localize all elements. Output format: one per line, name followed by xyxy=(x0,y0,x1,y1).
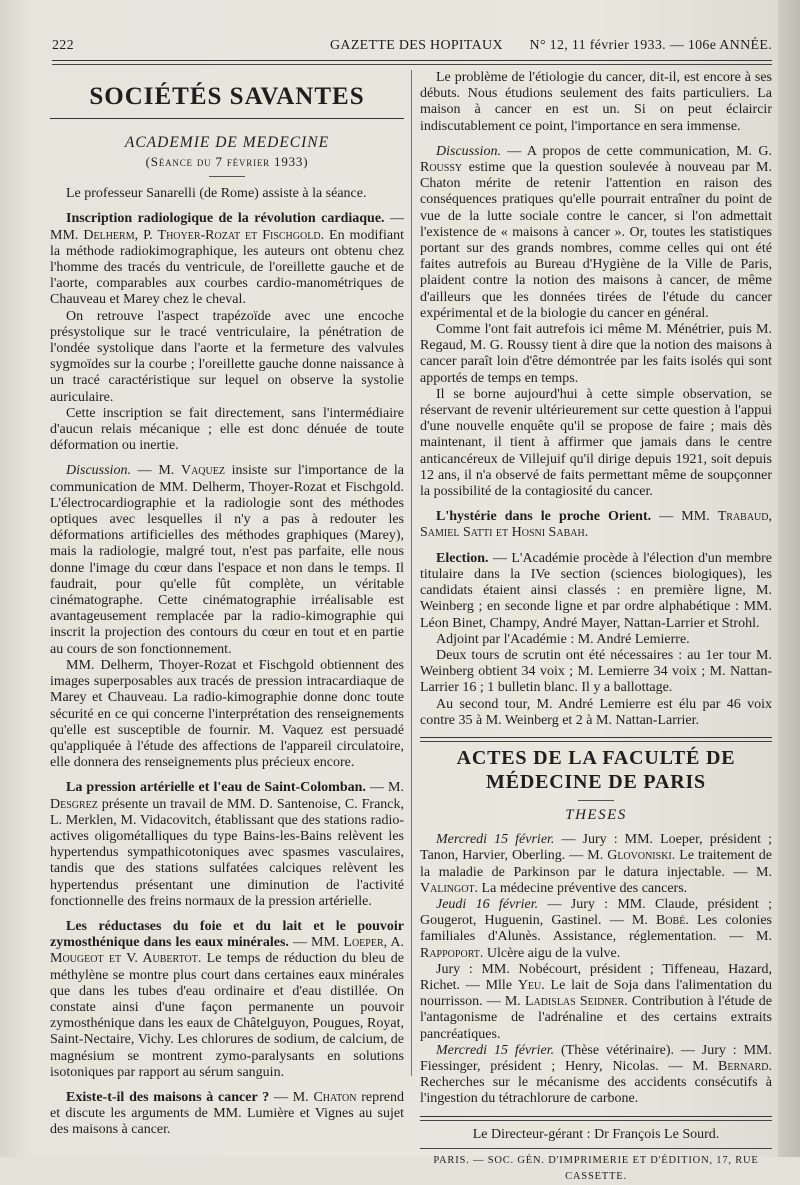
maisons-title: Existe-t-il des maisons à cancer ? xyxy=(66,1089,270,1105)
pression-title: La pression artérielle et l'eau de Saint-Colomban. xyxy=(66,780,366,796)
these-entry-2 xyxy=(420,897,772,962)
these-1-candidate2: Valingot xyxy=(420,880,475,896)
header-rule-thin xyxy=(52,64,772,65)
inscription-title: Inscription radiologique de la révolution cardiaque. xyxy=(66,211,385,227)
these-3-subject: . Le lait de Soja dans l'alimentation du nourrisson. — M. xyxy=(420,977,772,1010)
inscription-authors: Delherm, P. Thoyer-Rozat et Fischgold xyxy=(83,227,321,243)
discussion2-p3: Il se borne aujourd'hui à cette simple observation, se réservant de revenir ultérieurement sur cette question à l'appui d'une nouvelle enquête qu'il se propose de faire ; mais dès maintenant, il tient à affirmer que jamais dans le centre anticancéreux de Villejuif qu'il dirige depuis 1921, soit depuis 12 ans, il n'a observé de faits permettant même de soupçonner la possibilité de la contagiosité du cancer. xyxy=(420,386,772,500)
pression-name: Desgrez xyxy=(50,796,98,812)
faculty-title: ACTES DE LA FACULTÉ DE MÉDECINE DE PARIS xyxy=(456,746,736,793)
election-p4: Au second tour, M. André Lemierre est élu par 46 voix contre 35 à M. Weinberg et 2 à M. Nattan-Larrier. xyxy=(420,696,772,728)
section-title: SOCIÉTÉS SAVANTES xyxy=(89,83,365,110)
discussion1-lead: — M. xyxy=(130,463,181,479)
these-3-jury: Jury : MM. Nobécourt, président ; Tiffeneau, Hazard, Richet. — Mlle xyxy=(420,961,772,993)
reductases-body: . Le temps de réduction du bleu de méthylène se montre plus court dans certaines eaux minérales que dans les tubes d'eau ordinaire et d'eau distillée. On constate ainsi d'une façon permanente un pouvoir zymosthénique dans les eaux de Châtelguyon, Pougues, Royat, Saint-Nectaire, Vichy. Les chlorures de sodium, de calcium, de magnésium se montrent zymo-paralysants en solutions isotoniques par rapport au sérum sanguin. xyxy=(50,951,404,1080)
reductases-names: Loeper, A. Mougeot et V. Aubertot xyxy=(50,935,404,967)
publication-title: GAZETTE DES HOPITAUX xyxy=(330,38,503,53)
column-divider xyxy=(411,70,412,1076)
these-2-subject2: . Ulcère aigu de la vulve. xyxy=(479,945,621,961)
these-1-subject: . Le traitement de la maladie de Parkinson par le datura injectable. — M. xyxy=(420,848,772,880)
these-2-candidate: Bobé xyxy=(655,913,686,929)
inscription-p2: On retrouve l'aspect trapézoïde avec une encoche présystolique sur le tracé ventriculaire, la pénétration de l'ondée systolique dans l'aorte et la fermeture des valvules sygmoïdes sur la courbe ; l'oreillette gauche donne naissance à un tracé caractéristique sur lequel on observe la systolie auriculaire. xyxy=(50,308,404,405)
footer-rule-top xyxy=(420,1116,772,1121)
maisons-lead: — M. xyxy=(269,1089,314,1105)
inscription-paragraph xyxy=(50,211,404,308)
seance-date: (Séance du 7 février 1933) xyxy=(145,154,309,169)
inscription-authors-lead: — MM. xyxy=(50,211,404,243)
these-4-subject: . Recherches sur le mécanisme des accidents consécutifs à l'ingestion du tétrachlorure de carbone. xyxy=(420,1058,772,1107)
faculty-rule xyxy=(420,737,772,742)
these-entry-1 xyxy=(420,832,772,897)
maisons-name: Chaton xyxy=(313,1089,357,1105)
these-2-subject: . Les colonies familiales d'Alunès. Assistance, réglementation. — M. xyxy=(420,913,772,945)
these-1-jury: — Jury : MM. Loeper, président ; Tanon, Harvier, Oberling. — M. xyxy=(420,832,772,864)
left-column xyxy=(50,70,404,1139)
director-signature: Le Directeur-gérant : Dr François Le Sourd. xyxy=(472,1126,720,1142)
hysterie-end: . xyxy=(584,525,589,541)
page-edge xyxy=(778,0,800,1157)
page-number: 222 xyxy=(52,38,74,53)
theses-title: THESES xyxy=(565,806,627,823)
discussion2-name: Roussy xyxy=(420,160,463,176)
these-3-candidate2: Ladislas Seidner xyxy=(524,994,625,1010)
reductases-lead: — MM. xyxy=(288,935,344,951)
these-4-date: Mercredi 15 février. xyxy=(436,1042,555,1058)
these-2-jury: — Jury : MM. Claude, président ; Gougerot, Huguenin, Gastinel. — M. xyxy=(420,896,772,929)
election-p3: Deux tours de scrutin ont été nécessaires : au 1er tour M. Weinberg obtient 34 voix ; M. Lemierre 34 voix ; M. Nattan-Larrier 16 ; 1 bulletin blanc. Il y a ballottage. xyxy=(420,647,772,696)
maisons-paragraph xyxy=(50,1090,404,1139)
discussion1-paragraph xyxy=(50,463,404,657)
pression-paragraph xyxy=(50,780,404,910)
discussion1-label: Discussion. xyxy=(66,463,131,479)
right-column xyxy=(420,70,772,1185)
election-title: Election. xyxy=(436,550,489,566)
inscription-p3: Cette inscription se fait directement, sans l'intermédiaire d'aucun relais mécanique ; elle est donc dénuée de toute déformation ou inertie. xyxy=(50,405,404,454)
these-4-jury: (Thèse vétérinaire). — Jury : MM. Fiessinger, président ; Henry, Nicolas. — M. xyxy=(420,1042,772,1074)
discussion2-lead: — A propos de cette communication, M. G. xyxy=(500,143,772,159)
pression-lead: — M. xyxy=(365,780,405,796)
these-entry-4 xyxy=(420,1043,772,1108)
election-p2: Adjoint par l'Académie : M. André Lemierre. xyxy=(436,631,690,647)
hysterie-names: Trabaud, Samiel Satti et Hosni Sabah xyxy=(420,509,772,541)
running-head xyxy=(52,38,772,60)
printer-imprint: PARIS. — SOC. GÉN. D'IMPRIMERIE ET D'ÉDITION, 17, RUE CASSETTE. xyxy=(433,1154,759,1182)
hysterie-paragraph xyxy=(420,509,772,541)
cancer-intro-paragraph: Le problème de l'étiologie du cancer, dit-il, est encore à ses débuts. Nous étudions seulement des faits particuliers. La maison à cancer en est un. Si on peut éclaircir indiscutablement ce point, l'importance en sera immense. xyxy=(420,70,772,134)
header-rule xyxy=(52,60,772,61)
issue-info: N° 12, 11 février 1933. — 106e ANNÉE. xyxy=(529,38,772,53)
these-2-date: Jeudi 16 février. xyxy=(436,896,539,912)
inscription-body: . En modifiant la méthode radiokimographique, les auteurs ont obtenu chez l'homme des tracés du ventricule, de l'oreillette gauche et de l'aorte, comparables aux courbes cardio-manométriques de Chauveau et Marey chez le cheval. xyxy=(50,227,404,308)
reductases-title: Les réductases du foie et du lait et le pouvoir zymosthénique dans les eaux minérales. xyxy=(50,918,404,951)
these-1-candidate: Glovoniski xyxy=(607,848,672,864)
title-rule xyxy=(50,118,404,119)
footer-rule xyxy=(420,1148,772,1149)
discussion2-label: Discussion. xyxy=(436,143,501,159)
these-1-date: Mercredi 15 février. xyxy=(436,832,555,848)
these-1-subject2: . La médecine préventive des cancers. xyxy=(474,880,688,896)
election-paragraph xyxy=(420,551,772,632)
discussion1-p2: MM. Delherm, Thoyer-Rozat et Fischgold obtiennent des images superposables aux tracés de pression intracardiaque de Marey et Chauveau. La radio-kimographie donne donc toute sécurité en ce qui concerne l'interprétation des renseignements qu'elle est susceptible de fournir. M. Vaquez est persuadé qu'appliquée à l'étude des affections de l'appareil circulatoire, elle donnera des renseignements plus précieux encore. xyxy=(50,657,404,771)
hysterie-title: L'hystérie dans le proche Orient. xyxy=(436,509,652,525)
discussion2-body: estime que la question soulevée à nouveau par M. Chaton mérite de retenir l'attention en raison des conséquences pratiques qu'elle pourrait entraîner du point de vue de la lutte sociale contre le cancer, si l'on admettait l'existence de « maisons à cancer ». Or, toutes les statistiques portant sur des grands nombres, comme celles qui ont été faites autrefois au Bureau d'Hygiène de la Ville de Paris, plaident contre la notion des maisons à cancer, de même d'ailleurs que les données tirées de l'étude du cancer expérimental et de la biologie du cancer en général. xyxy=(420,160,772,321)
election-body: — L'Académie procède à l'élection d'un membre titulaire dans la IVe section (sciences biologiques), les candidats étaient ainsi classés : en première ligne, M. Weinberg ; en seconde ligne et par ordre alphabétique : MM. Léon Binet, Champy, André Mayer, Nattan-Larrier et Strohl. xyxy=(420,550,772,631)
academy-heading: ACADEMIE DE MEDECINE xyxy=(124,134,330,151)
short-rule xyxy=(209,176,245,177)
these-2-candidate2: Rappoport xyxy=(420,945,480,961)
discussion2-p2: Comme l'ont fait autrefois ici même M. Ménétrier, puis M. Regaud, M. G. Roussy tient à dire que la notion des maisons à cancer paraît loin d'être démontrée par les faits isolés qui sont apportés de temps en temps. xyxy=(420,322,772,386)
these-entry-3 xyxy=(420,962,772,1043)
discussion1-body: insiste sur l'importance de la communication de MM. Delherm, Thoyer-Rozat et Fischgold. L'électrocardiographie et la radiologie sont des méthodes optiques avec lesquelles il n'y a pas à redouter les déformations artificielles des méthodes graphiques (Marey), mais la radiologie, malgré tout, n'est pas parfaite, elle nous donne l'image du cœur dans l'espace et non dans le temps. Il faudrait, pour qu'elle fût complète, un véritable cinématographe. Cette cinématographie irréalisable est avantageusement remplacée par la radio-kimographie qui inscrit la projection des contours du cœur en tout et en partie au cours de son fonctionnement. xyxy=(50,463,404,657)
hysterie-lead: — MM. xyxy=(651,509,718,525)
pression-body: présente un travail de MM. D. Santenoise, C. Franck, L. Merklen, M. Vidacovitch, établissant que des stations radio-actives oligométalliques du type Bains-les-Bains relèvent les hypertendus sympathicotoniques avec spasmes vasculaires, tandis que des stations sulfatées calciques relèvent les hypertendus présentant une diminution de l'activité fonctionnelle des freins normaux de la pression artérielle. xyxy=(50,796,404,909)
these-3-subject2: . Contribution à l'étude de l'antagonisme de l'adrénaline et des certains extraits pancréatiques. xyxy=(420,994,773,1042)
faculty-short-rule xyxy=(578,800,614,801)
maisons-body: reprend et discute les arguments de MM. Lumière et Vignes au sujet des maisons à cancer. xyxy=(50,1089,404,1138)
intro-paragraph: Le professeur Sanarelli (de Rome) assiste à la séance. xyxy=(66,186,367,202)
these-3-candidate: Yeu xyxy=(517,977,542,993)
discussion1-name: Vaquez xyxy=(180,463,225,479)
discussion2-paragraph xyxy=(420,144,772,322)
reductases-paragraph xyxy=(50,919,404,1081)
these-4-candidate: Bernard xyxy=(718,1058,769,1074)
